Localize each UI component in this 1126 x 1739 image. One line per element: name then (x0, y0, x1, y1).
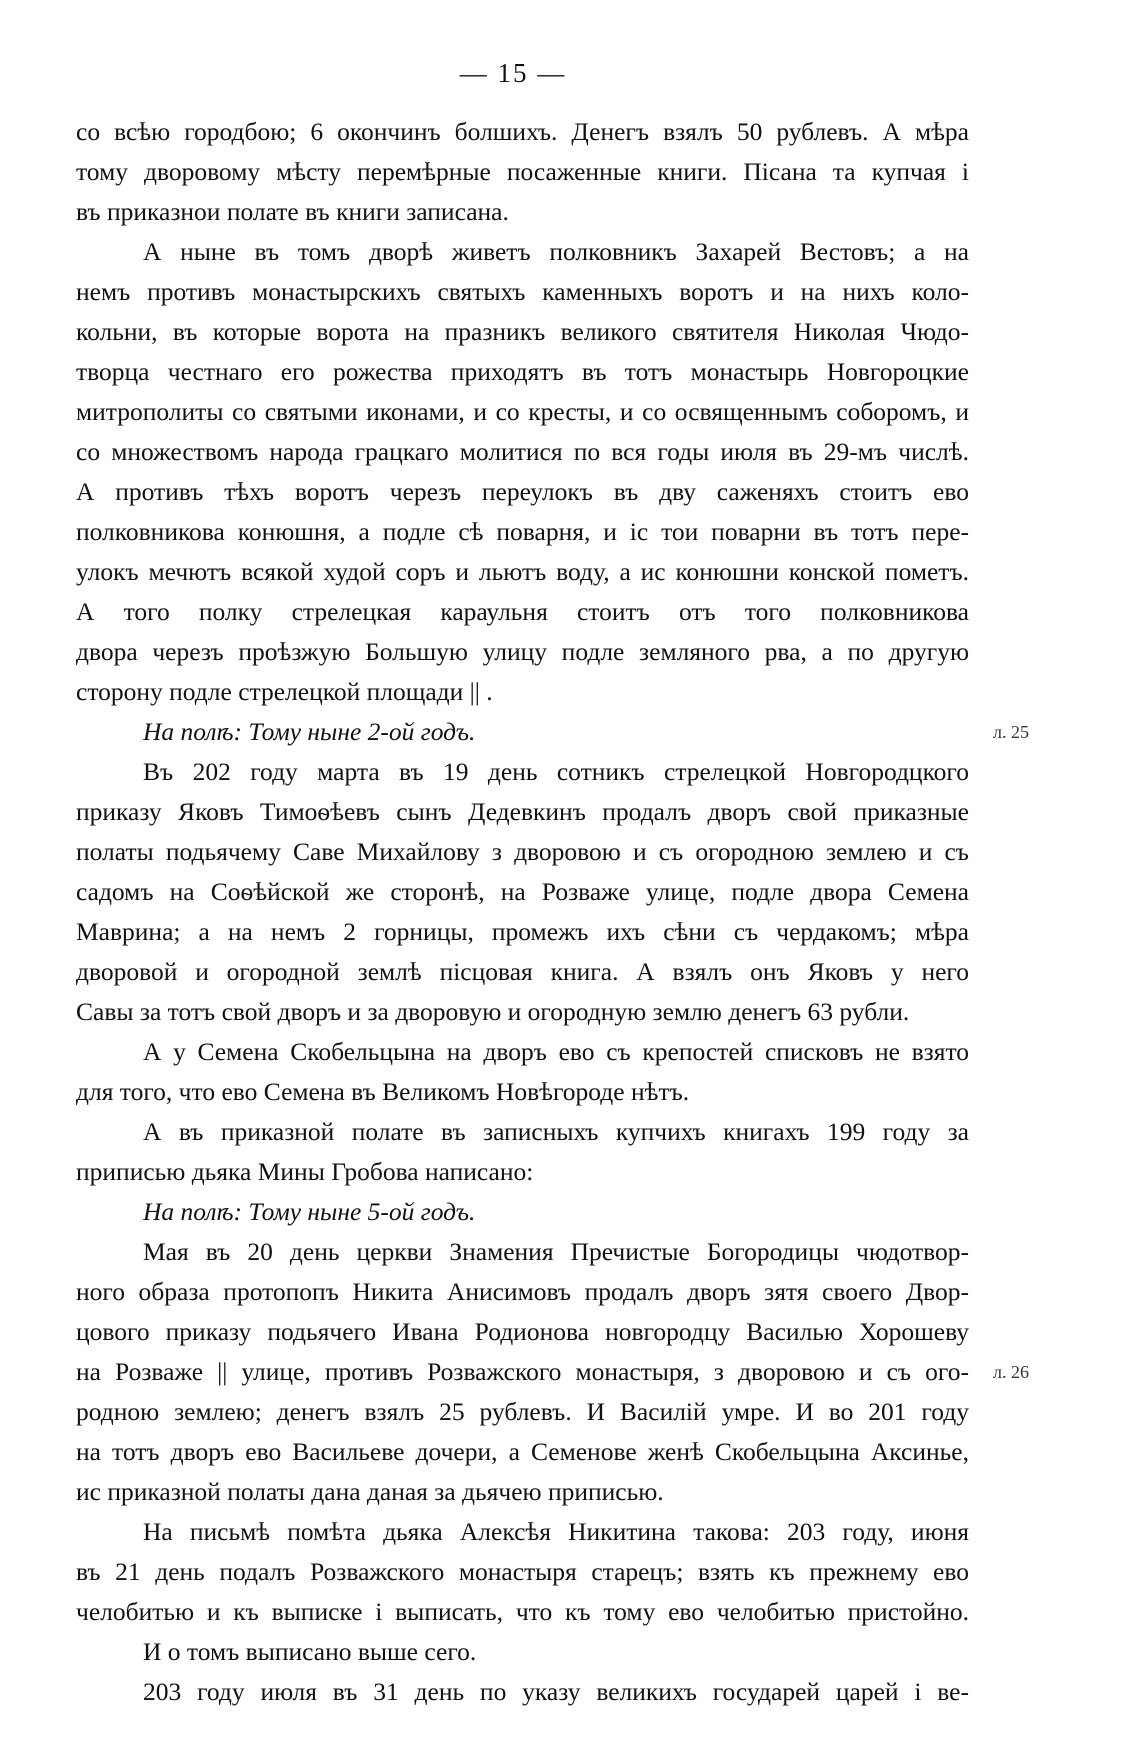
text-line: И о томъ выписано выше сего. (143, 1637, 477, 1666)
page-number: — 15 — (459, 58, 567, 88)
text-line: приписью дьяка Мины Гробова написано: (76, 1157, 534, 1186)
text-line: 203 году июля въ 31 день по указу великихъ государей царей i ве- (143, 1677, 969, 1706)
text-line: полаты подьячему Саве Михайлову з дворовою и съ огородною землею и съ (76, 837, 969, 866)
text-line: улокъ мечютъ всякой худой соръ и льютъ воду, а ис конюшни конской пометъ. (76, 557, 969, 586)
text-line: Маврина; а на немъ 2 горницы, промежъ ихъ сѣни съ чердакомъ; мѣра (76, 917, 969, 946)
margin-remark: На полѣ: Тому ныне 5-ой годъ. (143, 1197, 476, 1226)
text-line: сторону подле стрелецкой площади || . (76, 677, 493, 706)
text-line: творца честнаго его рожества приходятъ въ тотъ монастырь Новгороцкие (76, 357, 969, 386)
text-line: немъ противъ монастырскихъ святыхъ каменныхъ воротъ и на нихъ коло- (76, 277, 969, 306)
text-line: для того, что ево Семена въ Великомъ Новѣгороде нѣтъ. (76, 1077, 690, 1106)
text-line: родною землею; денегъ взялъ 25 рублевъ. И Василiй умре. И во 201 году (76, 1397, 969, 1426)
text-line: Мая въ 20 день церкви Знамения Пречистые Богородицы чюдотвор- (143, 1237, 969, 1266)
text-line: дворовой и огородной землѣ пiсцовая книга. А взялъ онъ Яковъ у него (76, 957, 969, 986)
text-line: кольни, въ которые ворота на празникъ великого святителя Николая Чюдо- (76, 317, 969, 346)
folio-marker: л. 26 (993, 1362, 1029, 1382)
text-line: садомъ на Соѳѣйской же сторонѣ, на Розваже улице, подле двора Семена (76, 877, 969, 906)
text-line: А того полку стрелецкая караульня стоитъ отъ того полковникова (76, 597, 969, 626)
text-line: ис приказной полаты дана даная за дьячею приписью. (76, 1477, 664, 1506)
folio-marker: л. 25 (993, 722, 1029, 742)
text-line: А у Семена Скобельцына на дворъ ево съ крепостей списковъ не взято (143, 1037, 969, 1066)
text-line: со множествомъ народа грацкаго молитися по вся годы июля въ 29-мъ числѣ. (76, 437, 969, 466)
text-line: на тотъ дворъ ево Васильеве дочери, а Семенове женѣ Скобельцына Аксинье, (76, 1437, 969, 1466)
text-line: На письмѣ помѣта дьяка Алексѣя Никитина такова: 203 году, июня (143, 1517, 969, 1546)
text-line: ного образа протопопъ Никита Анисимовъ продалъ дворъ зятя своего Двор- (76, 1277, 969, 1306)
text-line: Савы за тотъ свой дворъ и за дворовую и огородную землю денегъ 63 рубли. (76, 997, 910, 1026)
text-line: Въ 202 году марта въ 19 день сотникъ стрелецкой Новгородцкого (143, 757, 969, 786)
text-line: на Розваже || улице, противъ Розважского монастыря, з дворовою и съ ого- (76, 1357, 969, 1386)
text-line: въ приказнои полате въ книги записана. (76, 197, 509, 226)
text-line: полковникова конюшня, а подле сѣ поварня, и iс тои поварни въ тотъ пере- (76, 517, 969, 546)
text-line: двора черезъ проѣзжую Большую улицу подле земляного рва, а по другую (76, 637, 969, 666)
text-line: со всѣю городбою; 6 окончинъ болшихъ. Денегъ взялъ 50 рублевъ. А мѣра (76, 117, 969, 146)
text-line: приказу Яковъ Тимоѳѣевъ сынъ Дедевкинъ продалъ дворъ свой приказные (76, 797, 969, 826)
text-line: А ныне въ томъ дворѣ живетъ полковникъ Захарей Вестовъ; а на (143, 237, 969, 266)
margin-remark: На полѣ: Тому ныне 2-ой годъ. (143, 717, 476, 746)
text-line: митрополиты со святыми иконами, и со кресты, и со освященнымъ соборомъ, и (76, 397, 969, 426)
text-line: челобитью и къ выписке i выписать, что къ тому ево челобитью пристойно. (76, 1597, 969, 1626)
text-line: тому дворовому мѣсту перемѣрные посаженные книги. Пiсана та купчая i (76, 157, 969, 186)
text-line: А въ приказной полате въ записныхъ купчихъ книгахъ 199 году за (143, 1117, 969, 1146)
text-line: цового приказу подьячего Ивана Родионова новгородцу Василью Хорошеву (76, 1317, 969, 1346)
text-line: А противъ тѣхъ воротъ черезъ переулокъ въ дву саженяхъ стоитъ ево (76, 477, 969, 506)
text-line: въ 21 день подалъ Розважского монастыря старецъ; взять къ прежнему ево (76, 1557, 969, 1586)
